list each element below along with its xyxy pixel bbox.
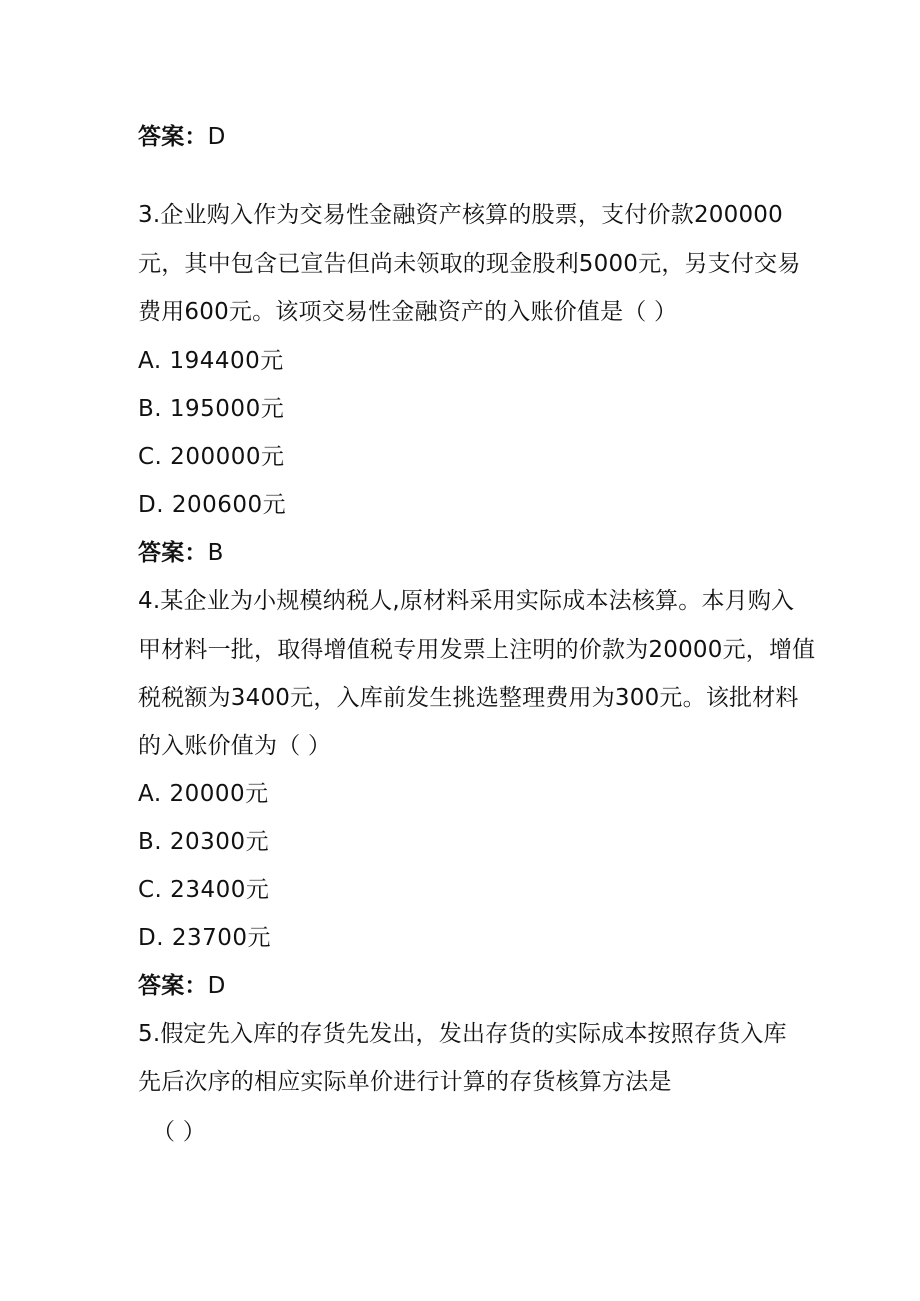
question-3-option-d: D. 200600元 — [138, 492, 287, 518]
question-3-line-3: 费用600元。该项交易性金融资产的入账价值是（ ） — [138, 299, 678, 325]
question-4-line-4: 的入账价值为（ ） — [138, 733, 332, 759]
question-3-option-c: C. 200000元 — [138, 444, 285, 470]
question-4-line-3: 税税额为3400元，入库前发生挑选整理费用为300元。该批材料 — [138, 685, 799, 711]
answer-q2 — [138, 121, 226, 153]
answer-label: 答案： — [138, 540, 208, 566]
question-4-option-b: B. 20300元 — [138, 829, 270, 855]
question-3-option-a: A. 194400元 — [138, 348, 284, 374]
question-4-option-c: C. 23400元 — [138, 877, 270, 903]
question-3-line-2: 元，其中包含已宣告但尚未领取的现金股利5000元，另支付交易 — [138, 251, 801, 277]
question-5-line-1: 5.假定先入库的存货先发出，发出存货的实际成本按照存货入库 — [138, 1021, 787, 1047]
question-3-line-1: 3.企业购入作为交易性金融资产核算的股票，支付价款200000 — [138, 202, 783, 228]
answer-value: B — [207, 540, 224, 566]
answer-label: 答案： — [138, 124, 208, 150]
question-3-option-b: B. 195000元 — [138, 396, 285, 422]
answer-q4 — [138, 970, 226, 1002]
answer-value: D — [207, 124, 226, 150]
question-4-line-2: 甲材料一批，取得增值税专用发票上注明的价款为20000元，增值 — [138, 637, 816, 663]
answer-label: 答案： — [138, 973, 208, 999]
question-4-option-d: D. 23700元 — [138, 925, 271, 951]
answer-value: D — [207, 973, 226, 999]
answer-q3 — [138, 537, 224, 569]
question-4-line-1: 4.某企业为小规模纳税人,原材料采用实际成本法核算。本月购入 — [138, 588, 795, 614]
question-5-line-2: 先后次序的相应实际单价进行计算的存货核算方法是 — [138, 1069, 672, 1095]
question-4-option-a: A. 20000元 — [138, 781, 269, 807]
question-5-answer-blank: （ ） — [152, 1119, 206, 1145]
